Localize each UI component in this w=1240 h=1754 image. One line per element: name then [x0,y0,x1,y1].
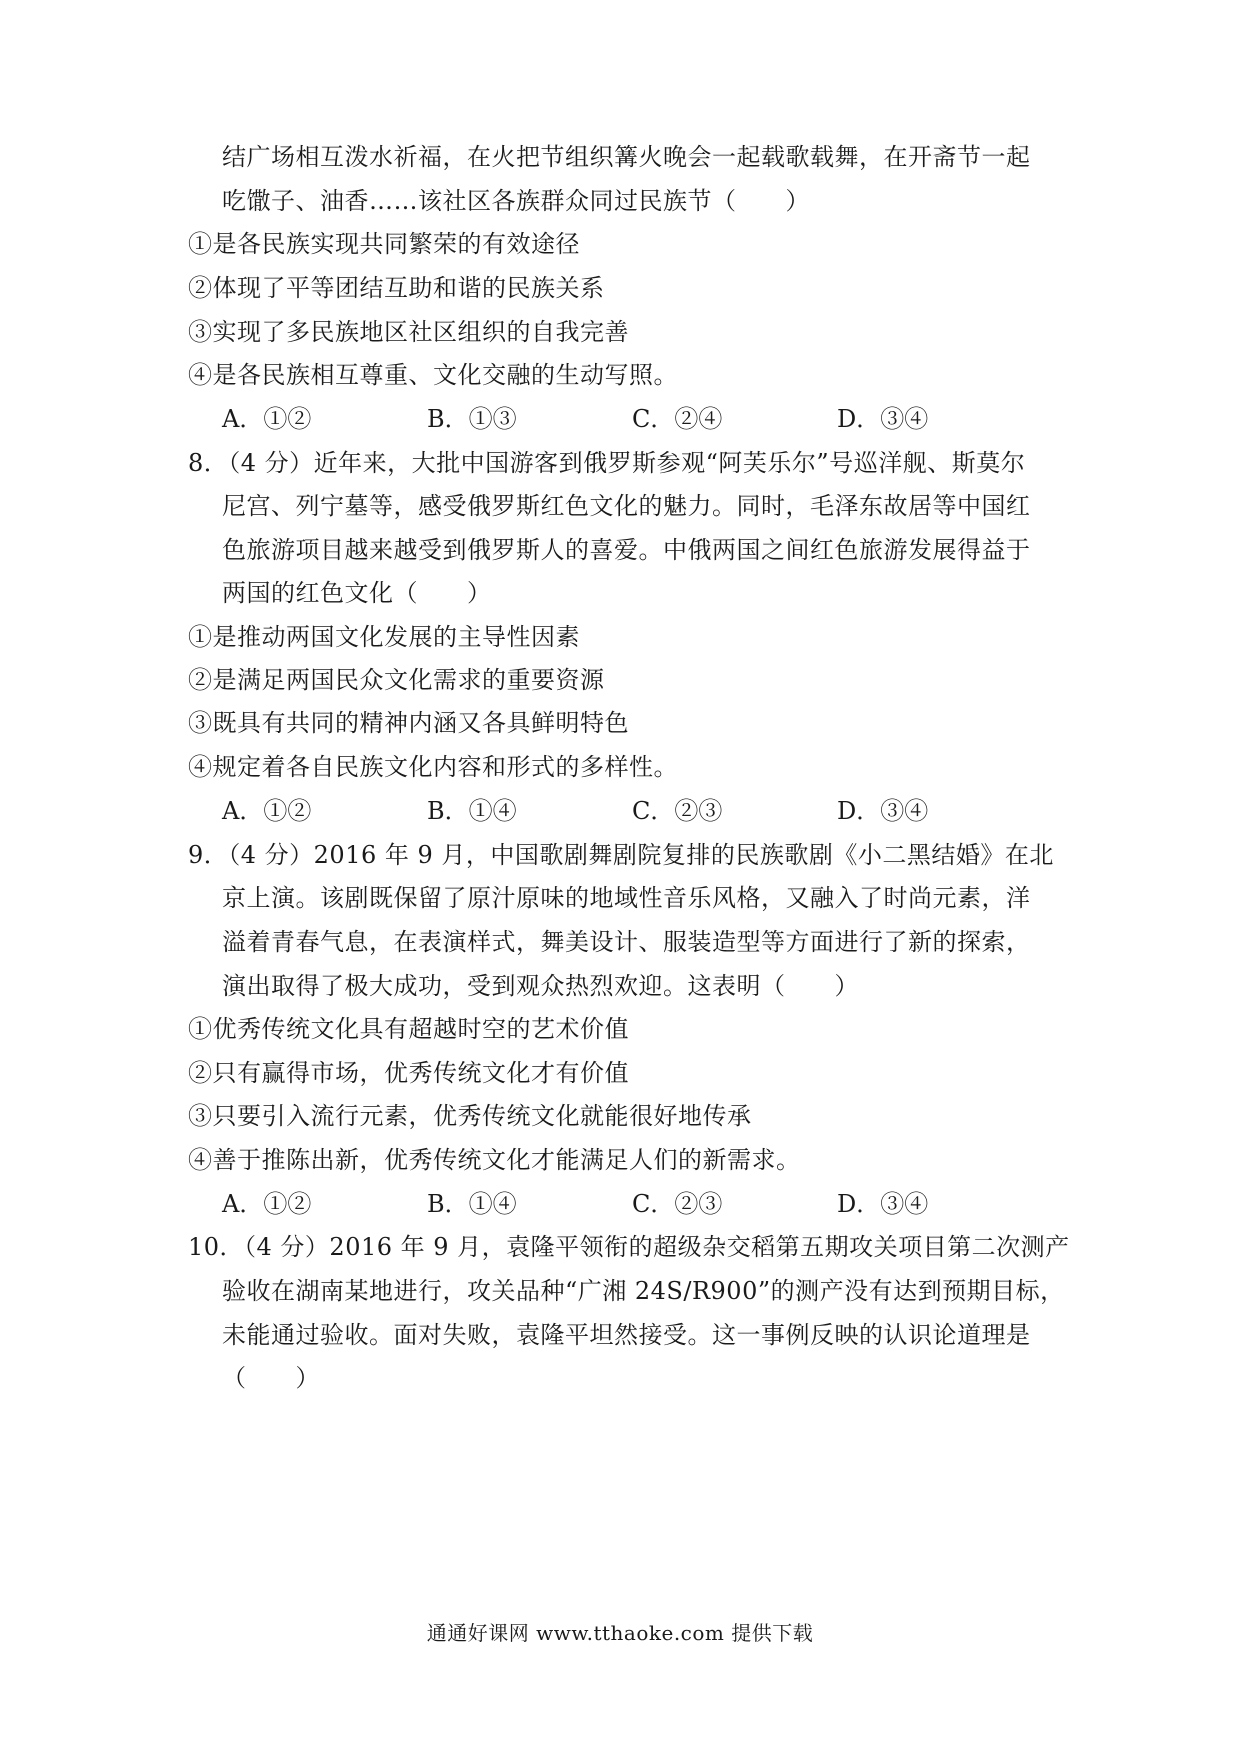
q9-stem-line-2: 京上演。该剧既保留了原汁原味的地域性音乐风格，又融入了时尚元素，洋 [222,884,1031,912]
q8-statement-4: ④规定着各自民族文化内容和形式的多样性。 [188,753,678,781]
q8-stem-line-1: 8．（4 分）近年来，大批中国游客到俄罗斯参观“阿芙乐尔”号巡洋舰、斯莫尔 [188,449,1026,477]
q9-choice-a: A．①② [222,1190,312,1218]
q8-statement-1: ①是推动两国文化发展的主导性因素 [188,623,580,651]
q10-stem-line-4: （ ） [222,1364,320,1392]
q7-choice-a: A．①② [222,405,312,433]
q9-choices [222,1189,982,1219]
q7-choice-c: C．②④ [632,405,723,433]
q10-stem-line-2: 验收在湖南某地进行，攻关品种“广湘 24S/R900”的测产没有达到预期目标， [222,1277,1065,1305]
q7-statement-2: ②体现了平等团结互助和谐的民族关系 [188,274,605,302]
q7-choices [222,404,982,434]
q9-choice-c: C．②③ [632,1190,723,1218]
q9-statement-1: ①优秀传统文化具有超越时空的艺术价值 [188,1015,629,1043]
q10-stem-line-1: 10．（4 分）2016 年 9 月，袁隆平领衔的超级杂交稻第五期攻关项目第二次测产 [188,1233,1070,1261]
q9-choice-b: B．①④ [427,1190,517,1218]
q8-stem-line-4: 两国的红色文化（ ） [222,579,492,607]
q7-statement-1: ①是各民族实现共同繁荣的有效途径 [188,230,580,258]
q7-stem-line-2: 吃馓子、油香……该社区各族群众同过民族节（ ） [222,187,810,215]
q9-statement-3: ③只要引入流行元素，优秀传统文化就能很好地传承 [188,1102,752,1130]
q9-choice-d: D．③④ [837,1190,929,1218]
q9-stem-line-4: 演出取得了极大成功，受到观众热烈欢迎。这表明（ ） [222,972,859,1000]
q9-stem-line-3: 溢着青春气息，在表演样式，舞美设计、服装造型等方面进行了新的探索， [222,928,1031,956]
q7-choice-b: B．①③ [427,405,517,433]
q8-choice-d: D．③④ [837,797,929,825]
q9-stem-line-1: 9．（4 分）2016 年 9 月，中国歌剧舞剧院复排的民族歌剧《小二黑结婚》在北 [188,841,1054,869]
q7-statement-4: ④是各民族相互尊重、文化交融的生动写照。 [188,361,678,389]
q8-statement-3: ③既具有共同的精神内涵又各具鲜明特色 [188,709,629,737]
q8-choice-c: C．②③ [632,797,723,825]
q7-statement-3: ③实现了多民族地区社区组织的自我完善 [188,318,629,346]
q8-choice-b: B．①④ [427,797,517,825]
q8-choices [222,796,982,826]
q9-statement-4: ④善于推陈出新，优秀传统文化才能满足人们的新需求。 [188,1146,801,1174]
q8-choice-a: A．①② [222,797,312,825]
page-footer: 通通好课网 www.tthaoke.com 提供下载 [426,1621,814,1645]
q8-statement-2: ②是满足两国民众文化需求的重要资源 [188,666,605,694]
q8-stem-line-3: 色旅游项目越来越受到俄罗斯人的喜爱。中俄两国之间红色旅游发展得益于 [222,536,1031,564]
q8-stem-line-2: 尼宫、列宁墓等，感受俄罗斯红色文化的魅力。同时，毛泽东故居等中国红 [222,492,1031,520]
q9-statement-2: ②只有赢得市场，优秀传统文化才有价值 [188,1059,629,1087]
q7-choice-d: D．③④ [837,405,929,433]
q7-stem-line-1: 结广场相互泼水祈福，在火把节组织篝火晚会一起载歌载舞，在开斋节一起 [222,143,1031,171]
q10-stem-line-3: 未能通过验收。面对失败，袁隆平坦然接受。这一事例反映的认识论道理是 [222,1321,1031,1349]
